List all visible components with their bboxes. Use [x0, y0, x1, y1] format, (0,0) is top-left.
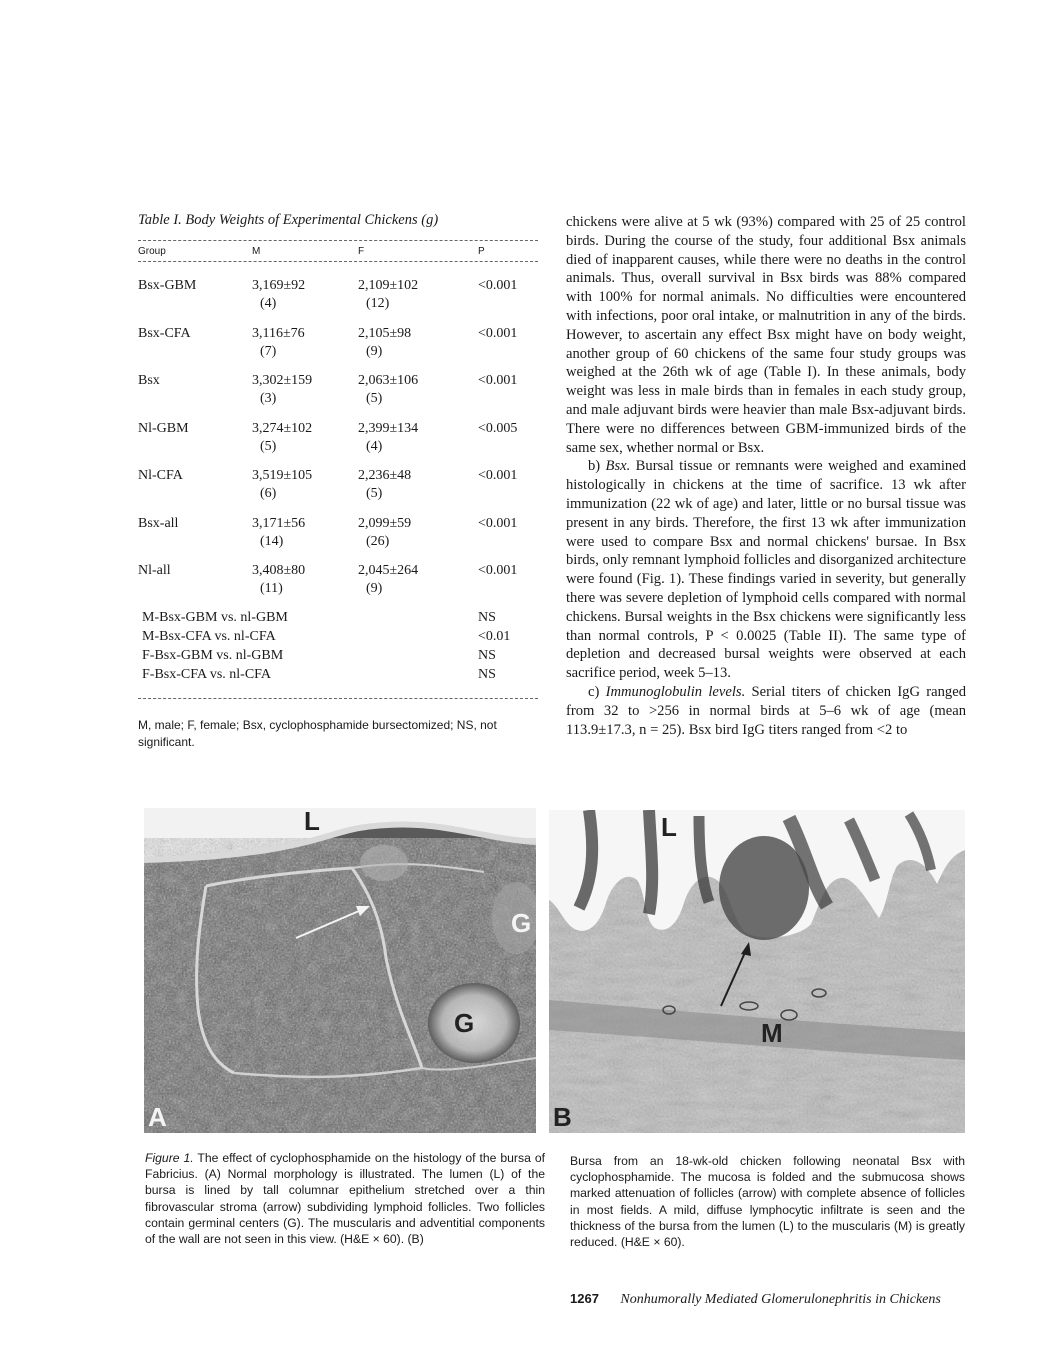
row-group: Bsx-CFA [138, 325, 191, 341]
row-female: 2,109±102 [358, 278, 419, 293]
paragraph-text: Serial titers of chicken IgG ranged from 32 to >256 in normal birds at 5–6 wk of age (mean 113.9±17.3, n = 25). Bsx bird IgG titers ranged from <2 to [566, 683, 966, 738]
row-group: Bsx-GBM [138, 278, 197, 293]
table-1 [138, 212, 538, 751]
paragraph-bsx [566, 457, 966, 683]
running-title: Nonhumorally Mediated Glomerulonephritis in Chickens [620, 1292, 941, 1307]
comparison-p: NS [478, 666, 496, 682]
comparison-row [138, 608, 538, 627]
row-male-n: (7) [260, 343, 277, 359]
paragraph-survival: chickens were alive at 5 wk (93%) compared with 25 of 25 control birds. During the course of the study, four additional Bsx animals died of inapparent causes, while there were no deaths in the control animals. Thus, overall survival in Bsx birds was 88% compared with 100% for normal animals. No difficulties were encountered with infections, poor oral intake, or malnutrition in any of the birds. However, to ascertain any effect Bsx might have on body weight, another group of 60 chickens of the same four study groups was weighed at the 26th wk of age (Table I). In these animals, body weight was less in male birds than in females in each study group, and male adjuvant birds were heavier than male Bsx-adjuvant birds. There were no differences between GBM-immunized birds of the same sex, whether normal or Bsx. [566, 214, 966, 456]
body-text-column [566, 213, 966, 739]
row-female-n: (4) [366, 438, 383, 454]
row-male-n: (14) [260, 533, 284, 549]
table-comparisons [138, 608, 538, 684]
row-group: Nl-all [138, 563, 171, 578]
header-p: P [478, 245, 485, 257]
row-female: 2,063±106 [358, 373, 419, 388]
paragraph-immunoglobulin [566, 683, 966, 739]
row-male-n: (4) [260, 296, 277, 311]
row-female-n: (5) [366, 391, 383, 406]
comparison-label: F-Bsx-CFA vs. nl-CFA [142, 666, 272, 682]
table-bottom-rule [138, 698, 538, 699]
row-p: <0.001 [478, 278, 518, 293]
row-female-n: (9) [366, 581, 383, 596]
paragraph-heading: Immunoglobulin levels. [605, 683, 746, 700]
row-p: <0.001 [478, 373, 518, 388]
row-female: 2,236±48 [358, 468, 412, 483]
paragraph-heading: Bsx. [605, 458, 631, 475]
row-p: <0.005 [478, 420, 518, 436]
micrograph-a-image [144, 808, 536, 1133]
row-p: <0.001 [478, 325, 518, 341]
comparison-row [138, 627, 538, 646]
figure-caption-a [145, 1150, 545, 1247]
row-group: Bsx [138, 373, 160, 388]
page-number: 1267 [570, 1291, 599, 1306]
row-female-n: (9) [366, 343, 383, 359]
table-row [138, 467, 538, 503]
panel-letter-b: B [553, 1102, 572, 1132]
paragraph-text: Bursal tissue or remnants were weighed and examined histologically in chickens at the time of sacrifice. 13 wk after immunization (22 wk of age) and later, little or no bursal tissue was present in any birds. Therefore, the first 13 wk after immunization were used to compare Bsx and normal chickens' bursae. In Bsx birds, only remnant lymphoid follicles and disorganized architecture were found (Fig. 1). These findings varied in severity, but generally there was severe depletion of lymphoid cells compared with normal chickens. Bursal weights in the Bsx chickens were significantly less than normal controls, P < 0.0025 (Table II). The same type of depletion and decreased bursal weights were observed at each sacrifice period, week 5–13. [566, 458, 966, 682]
page-footer [570, 1291, 941, 1308]
row-group: Nl-CFA [138, 468, 183, 483]
table-row [138, 277, 538, 313]
label-muscularis: M [761, 1018, 783, 1048]
row-male-n: (3) [260, 391, 277, 406]
row-female: 2,045±264 [358, 563, 419, 578]
comparison-p: <0.01 [478, 628, 511, 644]
row-male: 3,116±76 [252, 325, 305, 341]
row-male: 3,408±80 [252, 563, 306, 578]
comparison-label: M-Bsx-GBM vs. nl-GBM [142, 609, 288, 625]
comparison-p: NS [478, 609, 496, 625]
micrograph-b-image [549, 810, 965, 1133]
row-p: <0.001 [478, 515, 518, 531]
comparison-label: M-Bsx-CFA vs. nl-CFA [142, 628, 276, 644]
row-male: 3,169±92 [252, 278, 306, 293]
row-female: 2,105±98 [358, 325, 412, 341]
table-footnote: M, male; F, female; Bsx, cyclophosphamide bursectomized; NS, not significant. [138, 717, 497, 749]
paragraph-label: c) [588, 683, 606, 700]
table-header-rule [138, 261, 538, 262]
row-male: 3,171±56 [252, 515, 306, 531]
header-group: Group [138, 245, 166, 257]
label-lumen: L [304, 808, 320, 836]
row-male-n: (11) [260, 581, 283, 596]
paragraph-label: b) [588, 458, 606, 475]
row-female: 2,399±134 [358, 420, 419, 436]
comparison-label: F-Bsx-GBM vs. nl-GBM [142, 647, 284, 663]
label-germinal-center: G [454, 1008, 475, 1038]
label-germinal-center: G [511, 908, 532, 938]
header-female: F [358, 245, 365, 257]
header-male: M [252, 245, 261, 257]
row-female-n: (5) [366, 486, 383, 501]
row-female-n: (26) [366, 533, 390, 549]
table-row [138, 372, 538, 408]
table-body [138, 277, 538, 598]
comparison-row [138, 646, 538, 665]
row-male: 3,302±159 [252, 373, 313, 388]
row-female-n: (12) [366, 296, 390, 311]
panel-letter-a: A [148, 1102, 167, 1132]
table-row [138, 420, 538, 456]
row-group: Nl-GBM [138, 420, 189, 436]
figure-1b-micrograph [549, 810, 965, 1133]
caption-text: The effect of cyclophosphamide on the histology of the bursa of Fabricius. (A) Normal morphology is illustrated. The lumen (L) of the bursa is lined by tall columnar epithelium stretched over a thin fibrovascular stroma (arrow) subdividing lymphoid follicles. Two follicles contain germinal centers (G). The muscularis and adventitial components of the wall are not seen in this view. (H&E × 60). (B) [145, 1151, 545, 1247]
table-row [138, 515, 538, 551]
row-female: 2,099±59 [358, 515, 412, 531]
figure-caption-b: Bursa from an 18-wk-old chicken following neonatal Bsx with cyclophosphamide. The mucosa is folded and the submucosa shows marked attenuation of follicles (arrow) with complete absence of follicles in most fields. A mild, diffuse lymphocytic infiltrate is seen and the thickness of the bursa from the lumen (L) to the muscularis (M) is greatly reduced. (H&E × 60). [570, 1154, 965, 1250]
row-male: 3,274±102 [252, 420, 313, 436]
table-row [138, 325, 538, 361]
row-p: <0.001 [478, 563, 518, 578]
figure-1a-micrograph [144, 808, 536, 1133]
row-male: 3,519±105 [252, 468, 313, 483]
row-group: Bsx-all [138, 515, 179, 531]
table-title: Table I. Body Weights of Experimental Chickens (g) [138, 212, 439, 228]
comparison-p: NS [478, 647, 496, 663]
comparison-row [138, 665, 538, 684]
table-header-row [138, 241, 538, 261]
row-male-n: (5) [260, 438, 277, 454]
row-male-n: (6) [260, 486, 277, 501]
table-row [138, 562, 538, 598]
row-p: <0.001 [478, 468, 518, 483]
caption-label: Figure 1. [145, 1151, 194, 1165]
label-lumen: L [661, 812, 677, 842]
